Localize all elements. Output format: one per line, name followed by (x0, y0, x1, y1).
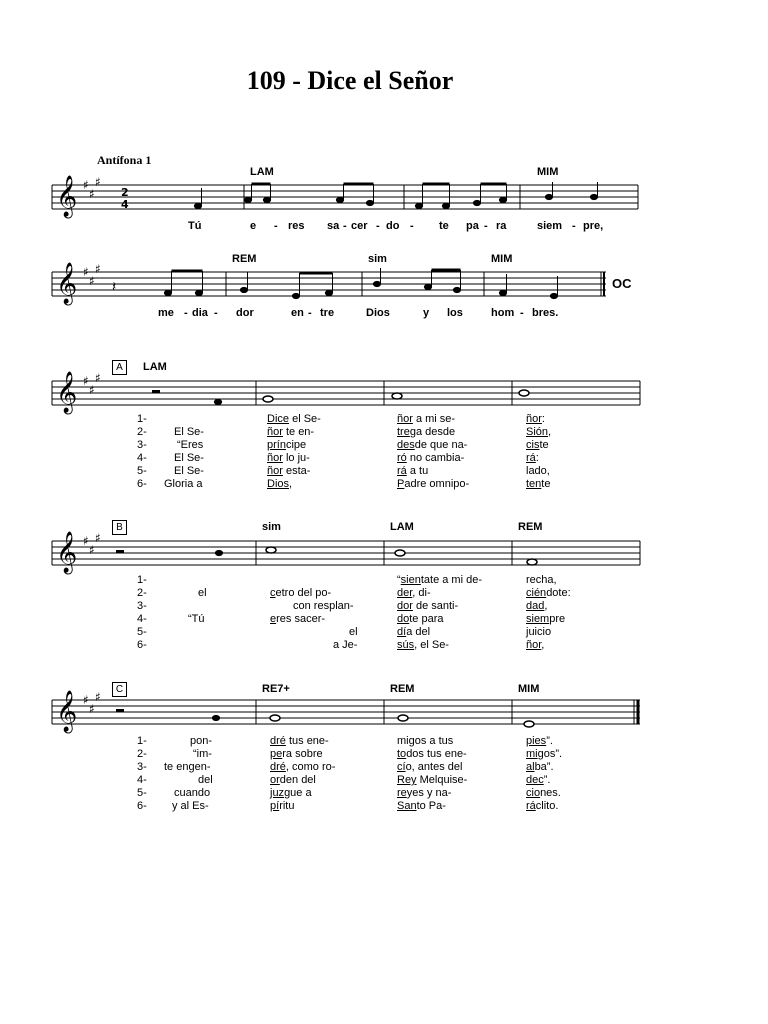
verse-text-a: “Eres (177, 439, 204, 451)
verse-text-c: Padre omnipo- (397, 478, 470, 490)
verse-text-c: ñor a mi se- (397, 413, 456, 425)
lyric-syllable: Dios (366, 307, 390, 319)
verse-text-a: y al Es- (172, 800, 209, 812)
lyric-syllable: hom (491, 307, 515, 319)
verse-text-d: dec”. (526, 774, 551, 786)
verse-number: 2- (137, 587, 147, 599)
chord-mim: MIM (537, 166, 559, 178)
verse-text-c: desde que na- (397, 439, 468, 451)
section-label-b: B (112, 520, 127, 535)
verse-text-d: siempre (526, 613, 566, 625)
verse-text-b: ñor lo ju- (267, 452, 310, 464)
verse-text-a: “im- (193, 748, 212, 760)
verse-text-a: Gloria a (164, 478, 203, 490)
verse-text-c: todos tus ene- (397, 748, 467, 760)
verse-text-d: migos”. (526, 748, 563, 760)
lyric-syllable: ra (496, 220, 507, 232)
svg-text:♯: ♯ (83, 693, 89, 707)
lyric-syllable: pa (466, 220, 479, 232)
page-title: 109 - Dice el Señor (246, 66, 454, 95)
verse-text-b: ñor esta- (267, 465, 311, 477)
lyric-syllable: pre, (583, 220, 604, 232)
verse-text-b: orden del (270, 774, 316, 786)
lyric-syllable: Tú (188, 220, 202, 232)
svg-text:♯: ♯ (83, 178, 89, 192)
verse-text-c: rá a tu (397, 465, 429, 477)
verse-text-b: dré, como ro- (270, 761, 336, 773)
notes-section-a (152, 390, 529, 405)
lyric-syllable: do (386, 220, 400, 232)
svg-text:♯: ♯ (95, 262, 101, 276)
verse-text-d: ciones. (526, 787, 561, 799)
verse-text-b: ñor te en- (267, 426, 315, 438)
lyric-syllable: - (184, 307, 188, 319)
verse-text-a: cuando (174, 787, 211, 799)
verse-number: 1- (137, 413, 147, 425)
lyric-syllable: los (447, 307, 463, 319)
verse-text-b: Dios, (267, 478, 293, 490)
verse-text-c: Santo Pa- (397, 800, 446, 812)
verse-text-c: der, di- (397, 587, 431, 599)
verse-text-b: a Je- (333, 639, 358, 651)
notes-row-2 (112, 268, 558, 299)
lyric-syllable: - (376, 220, 380, 232)
verse-text-d: rá: (526, 452, 539, 464)
treble-clef-icon: 𝄞 (56, 532, 78, 573)
chord-sim: sim (262, 521, 281, 533)
svg-text:♯: ♯ (95, 175, 101, 189)
chord-re7plus: RE7+ (262, 683, 290, 695)
lyric-syllable: me (158, 307, 174, 319)
staff-a (52, 381, 640, 405)
svg-text:♯: ♯ (83, 534, 89, 548)
verse-text-d: pies”. (526, 735, 553, 747)
verse-text-d: recha, (526, 574, 557, 586)
chord-lam: LAM (143, 361, 167, 373)
verse-text-d: ciste (526, 439, 549, 451)
verse-number: 2- (137, 426, 147, 438)
lyric-syllable: - (308, 307, 312, 319)
verse-text-d: alba”. (526, 761, 554, 773)
verse-number: 3- (137, 761, 147, 773)
key-signature (83, 175, 101, 716)
verse-text-b: Dice el Se- (267, 413, 321, 425)
lyric-syllable: te (439, 220, 449, 232)
verse-number: 5- (137, 787, 147, 799)
lyric-syllable: - (484, 220, 488, 232)
verse-text-b: el (349, 626, 358, 638)
svg-text:♯: ♯ (89, 187, 95, 201)
verse-text-d: tente (526, 478, 551, 490)
notes-section-b (116, 547, 537, 565)
verse-text-c: cío, antes del (397, 761, 463, 773)
verse-number: 6- (137, 639, 147, 651)
lyric-syllable: tre (320, 307, 335, 319)
svg-text:♯: ♯ (83, 374, 89, 388)
svg-text:♯: ♯ (89, 383, 95, 397)
verse-number: 1- (137, 574, 147, 586)
antifona-label: Antífona 1 (97, 153, 152, 167)
verse-text-a: del (198, 774, 213, 786)
chord-mim: MIM (518, 683, 540, 695)
verse-text-a: te engen- (164, 761, 211, 773)
treble-clef-icon: 𝄞 (56, 372, 78, 413)
verse-number: 5- (137, 626, 147, 638)
verse-text-b: píritu (270, 800, 295, 812)
verse-number: 4- (137, 452, 147, 464)
verse-text-c: sús, el Se- (397, 639, 449, 651)
chord-rem: REM (390, 683, 415, 695)
verse-number: 4- (137, 774, 147, 786)
quarter-rest-icon: 𝄽 (112, 279, 117, 295)
lyric-syllable: dor (236, 307, 254, 319)
verse-text-b: juzgue a (270, 787, 312, 799)
lyric-syllable: res (288, 220, 305, 232)
lyric-syllable: siem (537, 220, 563, 232)
verse-number: 3- (137, 439, 147, 451)
treble-clef-icon: 𝄞 (56, 176, 78, 217)
lyric-syllable: e (250, 220, 257, 232)
time-sig-bottom: 4 (121, 198, 129, 211)
verse-text-a: el (198, 587, 207, 599)
verse-text-d: ñor, (526, 639, 545, 651)
chord-sim: sim (368, 253, 387, 265)
lyric-syllable: - (410, 220, 414, 232)
lyric-syllable: - (214, 307, 218, 319)
lyric-syllable: dia (192, 307, 208, 319)
verse-number: 1- (137, 735, 147, 747)
verse-text-d: juicio (526, 626, 552, 638)
verse-number: 6- (137, 478, 147, 490)
verse-text-c: migos a tus (397, 735, 454, 747)
verse-text-c: Rey Melquise- (397, 774, 468, 786)
lyric-syllable: - (572, 220, 576, 232)
svg-text:♯: ♯ (89, 702, 95, 716)
verse-text-d: ciéndote: (526, 587, 571, 599)
verse-text-c: dote para (397, 613, 444, 625)
verse-text-d: lado, (526, 465, 550, 477)
verse-text-c: ró no cambia- (397, 452, 465, 464)
chord-rem: REM (518, 521, 543, 533)
end-mark-oc: OC (612, 276, 632, 291)
svg-text:♯: ♯ (95, 531, 101, 545)
chord-rem: REM (232, 253, 257, 265)
verse-text-c: trega desde (397, 426, 456, 438)
verse-text-b: príncipe (267, 439, 307, 451)
verse-text-b: dré tus ene- (270, 735, 329, 747)
lyric-syllable: y (423, 307, 430, 319)
verse-text-c: reyes y na- (397, 787, 452, 799)
verse-text-c: “sientate a mi de- (397, 574, 482, 586)
verse-number: 5- (137, 465, 147, 477)
lyric-syllable: - (274, 220, 278, 232)
staff-c (52, 700, 640, 724)
lyric-syllable: - (520, 307, 524, 319)
verse-text-b: eres sacer- (270, 613, 326, 625)
time-sig-top: 2 (121, 186, 129, 199)
verse-number: 4- (137, 613, 147, 625)
verse-text-d: ñor: (526, 413, 545, 425)
verse-text-a: El Se- (174, 452, 204, 464)
svg-text:♯: ♯ (89, 543, 95, 557)
chord-lam: LAM (390, 521, 414, 533)
lyric-syllable: en (291, 307, 304, 319)
verse-text-a: “Tú (188, 613, 205, 625)
svg-text:♯: ♯ (95, 690, 101, 704)
verse-text-b: con resplan- (293, 600, 354, 612)
treble-clef-icon: 𝄞 (56, 691, 78, 732)
verse-text-a: pon- (190, 735, 213, 747)
svg-text:♯: ♯ (95, 371, 101, 385)
lyric-syllable: - (343, 220, 347, 232)
notes-row-1 (194, 182, 597, 209)
verse-number: 2- (137, 748, 147, 760)
verse-text-d: Sión, (526, 426, 552, 438)
svg-text:♯: ♯ (89, 274, 95, 288)
verse-text-d: ráclito. (526, 800, 559, 812)
verse-text-a: El Se- (174, 465, 204, 477)
section-label-a: A (112, 360, 127, 375)
verse-text-d: dad, (526, 600, 548, 612)
lyric-syllable: sa (327, 220, 340, 232)
lyric-syllable: bres. (532, 307, 559, 319)
verse-number: 6- (137, 800, 147, 812)
verse-text-c: día del (397, 626, 431, 638)
section-label-c: C (112, 682, 127, 697)
verse-text-b: pera sobre (270, 748, 323, 760)
treble-clef-icon: 𝄞 (56, 263, 78, 304)
staff-b (52, 541, 640, 565)
chord-mim: MIM (491, 253, 513, 265)
verse-text-b: cetro del po- (270, 587, 332, 599)
lyric-syllable: cer (351, 220, 368, 232)
verse-text-a: El Se- (174, 426, 204, 438)
verse-number: 3- (137, 600, 147, 612)
chord-lam: LAM (250, 166, 274, 178)
verse-text-c: dor de santi- (397, 600, 459, 612)
svg-text:♯: ♯ (83, 265, 89, 279)
